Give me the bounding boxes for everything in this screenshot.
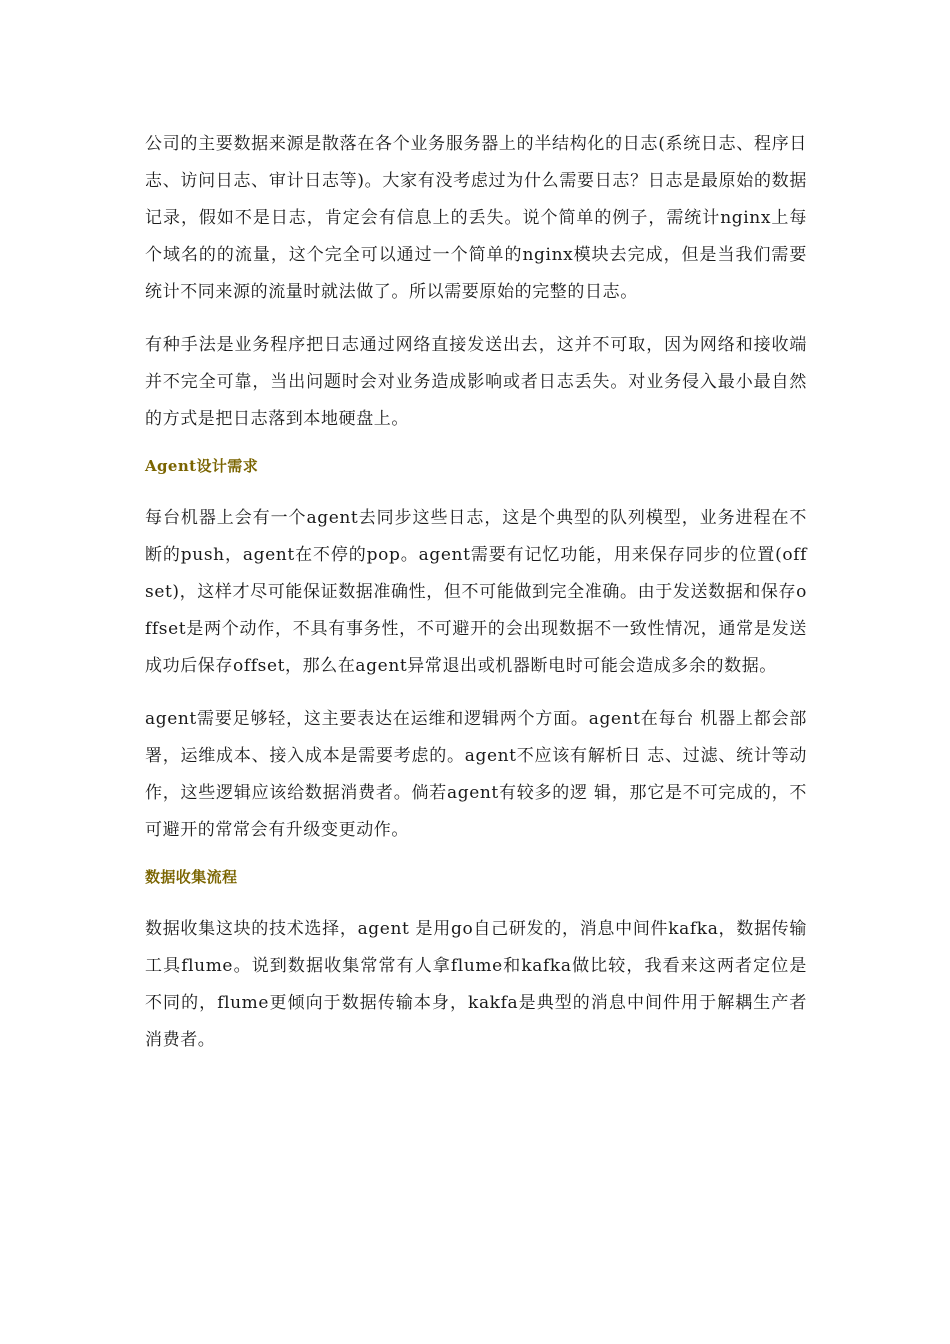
paragraph-log-sources: 公司的主要数据来源是散落在各个业务服务器上的半结构化的日志(系统日志、程序日志、访问日志、审计日志等)。大家有没考虑过为什么需要日志？日志是最原始的数据记录，假如不是日志，肯定会有信息上的丢失。说个简单的例子，需统计nginx上每个域名的的流量，这个完全可以通过一个简单的nginx模块去完成，但是当我们需要统计不同来源的流量时就法做了。所以需要原始的完整的日志。 bbox=[145, 134, 807, 302]
paragraph-local-disk: 有种手法是业务程序把日志通过网络直接发送出去，这并不可取，因为网络和接收端并不完全可靠，当出问题时会对业务造成影响或者日志丢失。对业务侵入最小最自然的方式是把日志落到本地硬盘上。 bbox=[145, 335, 807, 429]
paragraph-agent-queue: 每台机器上会有一个agent去同步这些日志，这是个典型的队列模型，业务进程在不断的push，agent在不停的pop。agent需要有记忆功能，用来保存同步的位置(offset)，这样才尽可能保证数据准确性，但不可能做到完全准确。由于发送数据和保存offset是两个动作，不具有事务性，不可避开的会出现数据不一致性情况，通常是发送成功后保存offset，那么在agent异常退出或机器断电时可能会造成多余的数据。 bbox=[145, 508, 807, 676]
section-heading-agent-requirements: Agent设计需求 bbox=[145, 457, 259, 475]
paragraph-agent-lightweight: agent需要足够轻，这主要表达在运维和逻辑两个方面。agent在每台 机器上都会部署，运维成本、接入成本是需要考虑的。agent不应该有解析日 志、过滤、统计等动作，这些逻辑应该给数据消费者。倘若agent有较多的逻 辑，那它是不可完成的，不可避开的常常会有升级变更动作。 bbox=[145, 709, 807, 840]
document-page bbox=[145, 126, 807, 1075]
section-heading-collection-flow: 数据收集流程 bbox=[145, 868, 238, 886]
paragraph-tech-choice: 数据收集这块的技术选择，agent 是用go自己研发的，消息中间件kafka，数据传输工具flume。说到数据收集常常有人拿flume和kafka做比较，我看来这两者定位是不同的，flume更倾向于数据传输本身，kakfa是典型的消息中间件用于解耦生产者消费者。 bbox=[145, 919, 807, 1050]
